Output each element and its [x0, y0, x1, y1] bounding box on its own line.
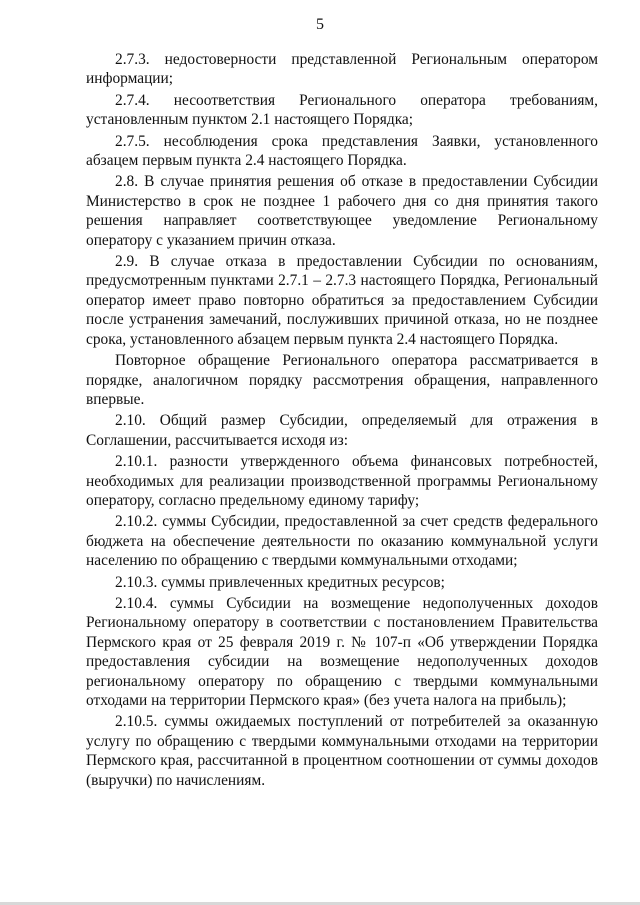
paragraph-2-7-5: 2.7.5. несоблюдения срока представления Заявки, установленного абзацем первым пункта 2.4 настоящего Порядка. [86, 132, 598, 170]
page-number: 5 [316, 16, 324, 33]
paragraph-2-8: 2.8. В случае принятия решения об отказе в предоставлении Субсидии Министерство в срок не позднее 1 рабочего дня со дня принятия такого решения направляет соответствующее уведомление Региональному оператору с указанием причин отказа. [86, 173, 598, 249]
paragraph-repeat-request: Повторное обращение Регионального оператора рассматривается в порядке, аналогичном порядку рассмотрения обращения, направленного впервые. [86, 352, 598, 408]
paragraph-2-7-3: 2.7.3. недостоверности представленной Региональным оператором информации; [86, 51, 598, 88]
paragraph-2-9: 2.9. В случае отказа в предоставлении Субсидии по основаниям, предусмотренным пунктами 2.7.1 – 2.7.3 настоящего Порядка, Региональный оператор имеет право повторно обратиться за предоставлением Субсидии после устранения замечаний, послуживших причиной отказа, но не позднее срока, установленного абзацем первым пункта 2.4 настоящего Порядка. [86, 253, 598, 348]
paragraph-2-10-5: 2.10.5. суммы ожидаемых поступлений от потребителей за оказанную услугу по обращению с твердыми коммунальными отходами на территории Пермского края, рассчитанной в процентном соотношении от суммы доходов (выручки) по начислениям. [86, 713, 598, 789]
paragraph-2-7-4: 2.7.4. несоответствия Регионального оператора требованиям, установленным пунктом 2.1 настоящего Порядка; [86, 91, 598, 129]
paragraph-2-10-1: 2.10.1. разности утвержденного объема финансовых потребностей, необходимых для реализации производственной программы Региональному оператору, согласно предельному единому тарифу; [86, 453, 598, 509]
document-body [86, 50, 598, 792]
paragraph-2-10-4: 2.10.4. суммы Субсидии на возмещение недополученных доходов Региональному оператору в соответствии с постановлением Правительства Пермского края от 25 февраля 2019 г. № 107-п «Об утверждении Порядка предоставления субсидии на возмещение недополученных доходов региональному оператору по обращению с твердыми коммунальными отходами на территории Пермского края» (без учета налога на прибыль); [86, 594, 598, 709]
paragraph-2-10-2: 2.10.2. суммы Субсидии, предоставленной за счет средств федерального бюджета на обеспечение деятельности по оказанию коммунальной услуги населению по обращению с твердыми коммунальными отходами; [86, 513, 598, 570]
paragraph-2-10-3: 2.10.3. суммы привлеченных кредитных ресурсов; [115, 573, 445, 591]
paragraph-2-10: 2.10. Общий размер Субсидии, определяемый для отражения в Соглашении, рассчитывается исходя из: [86, 412, 598, 449]
